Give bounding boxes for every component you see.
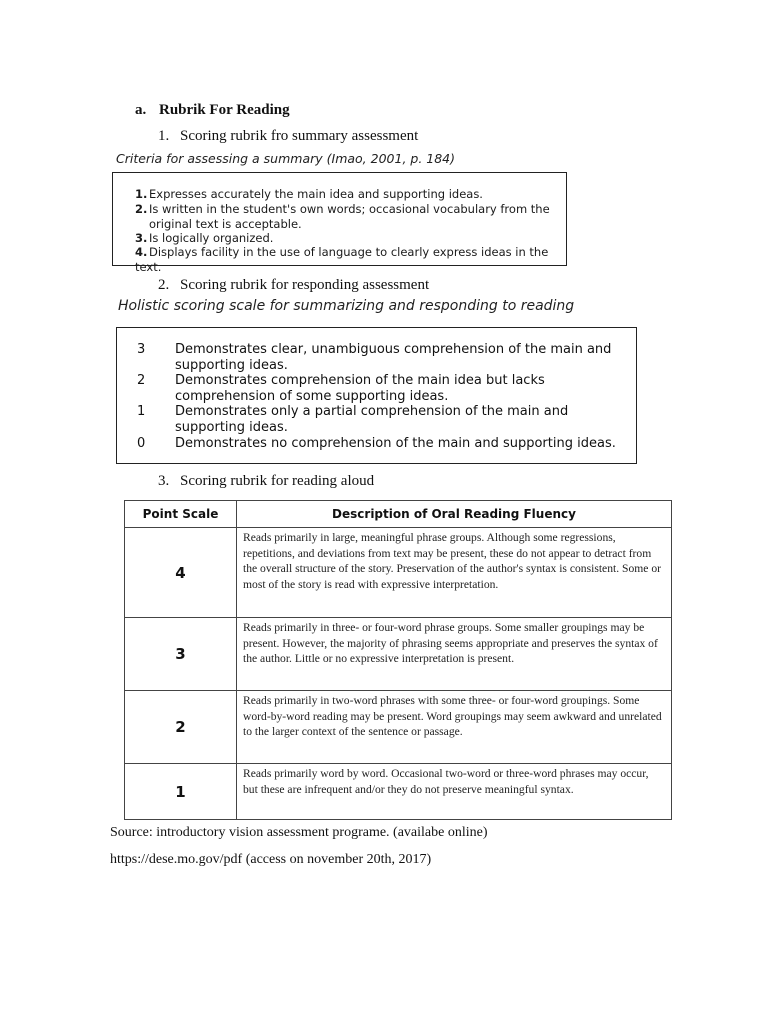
point-scale-header: Point Scale xyxy=(125,501,237,528)
criterion-number: 1. xyxy=(135,187,148,201)
subsection-title-text: Scoring rubrik for reading aloud xyxy=(180,473,375,489)
criterion-number: 3. xyxy=(135,231,148,245)
table-header-row xyxy=(125,501,672,528)
table-row xyxy=(125,528,672,618)
holistic-score: 3 xyxy=(137,342,146,357)
subsection-number: 2. xyxy=(158,277,170,293)
holistic-scale-box xyxy=(116,327,637,464)
holistic-score: 2 xyxy=(137,373,146,388)
table-row xyxy=(125,764,672,820)
source-url: https://dese.mo.gov/pdf (access on november 20th, 2017) xyxy=(110,852,432,867)
description-cell: Reads primarily in two-word phrases with some three- or four-word groupings. Some word-by-word reading may be present. Word groupings may seem awkward and unrelated to the larger context of the sentence or passage. xyxy=(237,691,672,764)
oral-reading-fluency-table xyxy=(124,500,672,820)
subsection-3-title xyxy=(158,473,374,490)
subsection-title-text: Scoring rubrik fro summary assessment xyxy=(180,128,419,144)
description-cell: Reads primarily in large, meaningful phrase groups. Although some regressions, repetitions, and deviations from text may be present, these do not appear to detract from the overall structure of the story. Preservation of the author's syntax is consistent. Some or most of the story is read with expressive interpretation. xyxy=(237,528,672,618)
section-heading xyxy=(135,102,290,119)
holistic-description: Demonstrates only a partial comprehension of the main and supporting ideas. xyxy=(175,404,569,435)
holistic-scale-caption: Holistic scoring scale for summarizing and responding to reading xyxy=(118,298,575,314)
criterion-continuation: original text is acceptable. xyxy=(149,217,302,231)
summary-criteria-caption: Criteria for assessing a summary (Imao, 2001, p. 184) xyxy=(116,151,456,166)
description-cell: Reads primarily in three- or four-word phrase groups. Some smaller groupings may be present. However, the majority of phrasing seems appropriate and preserves the syntax of the author. Little or no expressive interpretation is present. xyxy=(237,618,672,691)
heading-letter: a. xyxy=(135,102,147,118)
table-row xyxy=(125,618,672,691)
holistic-description: Demonstrates comprehension of the main idea but lacks comprehension of some supporting ideas. xyxy=(175,373,545,404)
point-scale-cell: 2 xyxy=(125,691,237,764)
subsection-number: 1. xyxy=(158,128,170,144)
criterion-text: Expresses accurately the main idea and supporting ideas. xyxy=(149,187,483,201)
criterion-text: Displays facility in the use of language to clearly express ideas in the text. xyxy=(135,245,549,274)
subsection-title-text: Scoring rubrik for responding assessment xyxy=(180,277,430,293)
summary-criteria-box xyxy=(112,172,567,274)
criterion-text: Is logically organized. xyxy=(149,231,274,245)
criterion-number: 4. xyxy=(135,245,148,259)
criterion-item xyxy=(135,245,566,274)
heading-title: Rubrik For Reading xyxy=(159,102,290,118)
description-cell: Reads primarily word by word. Occasional two-word or three-word phrases may occur, but these are infrequent and/or they do not preserve meaningful syntax. xyxy=(237,764,672,820)
table-row xyxy=(125,691,672,764)
point-scale-cell: 1 xyxy=(125,764,237,820)
description-header: Description of Oral Reading Fluency xyxy=(237,501,672,528)
point-scale-cell: 3 xyxy=(125,618,237,691)
holistic-score: 0 xyxy=(137,436,146,451)
criterion-item xyxy=(135,187,483,202)
criterion-item xyxy=(135,202,550,217)
point-scale-cell: 4 xyxy=(125,528,237,618)
criterion-item xyxy=(135,231,273,246)
subsection-number: 3. xyxy=(158,473,170,489)
holistic-description: Demonstrates no comprehension of the main and supporting ideas. xyxy=(175,436,616,451)
holistic-description: Demonstrates clear, unambiguous comprehension of the main and supporting ideas. xyxy=(175,342,612,373)
criterion-text: Is written in the student's own words; occasional vocabulary from the xyxy=(149,202,550,216)
subsection-2-title xyxy=(158,277,429,294)
criterion-number: 2. xyxy=(135,202,148,216)
source-note: Source: introductory vision assessment programe. (availabe online) xyxy=(110,825,488,840)
subsection-1-title xyxy=(158,128,418,145)
holistic-score: 1 xyxy=(137,404,146,419)
